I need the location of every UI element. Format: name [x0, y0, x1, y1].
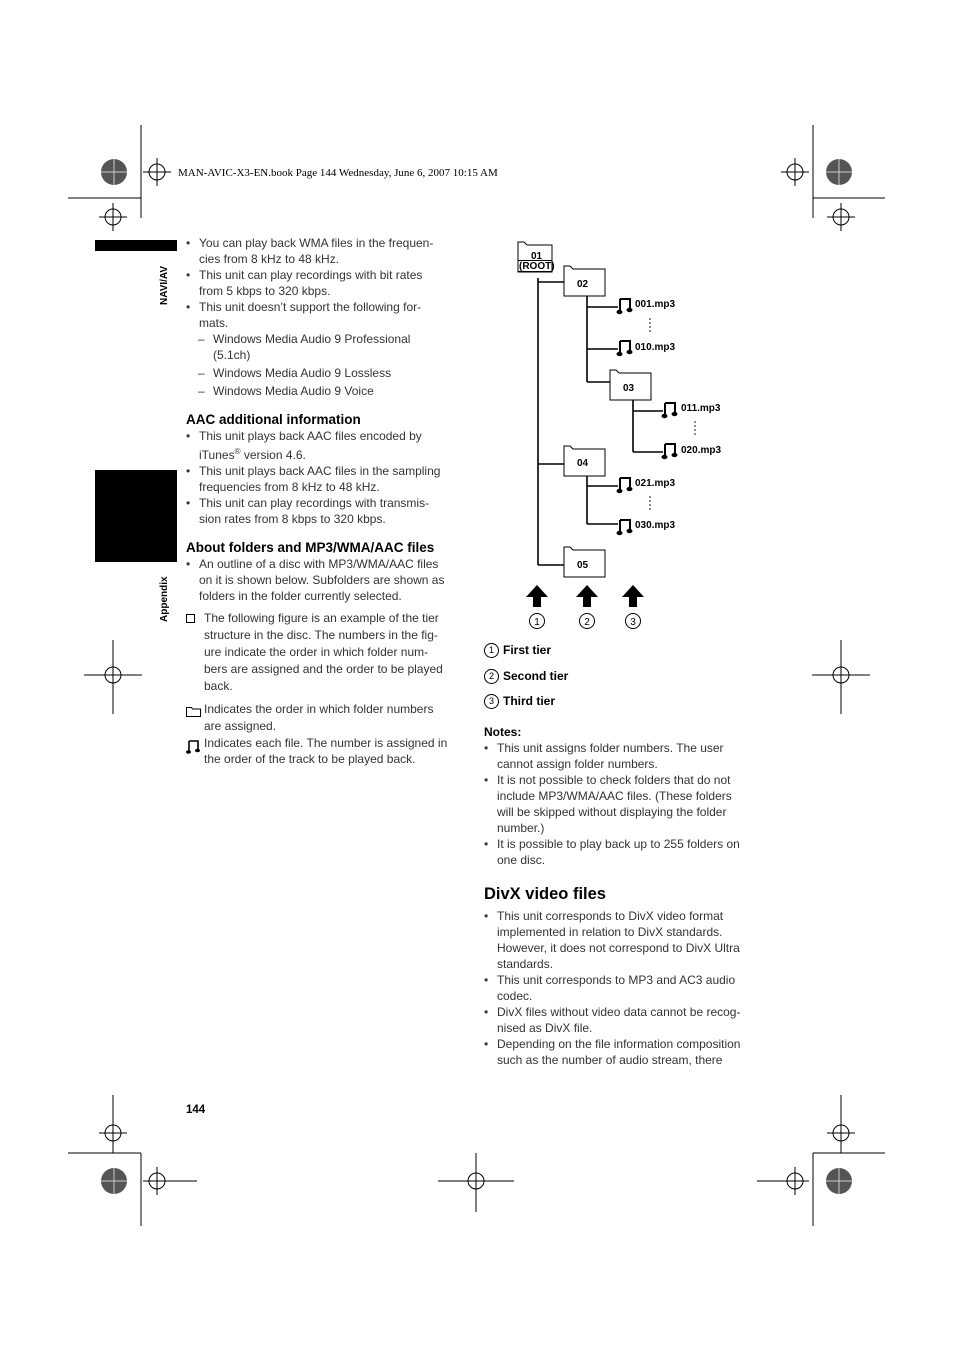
tier-legend-row: 3 Third tier — [484, 693, 764, 709]
folder-label: 04 — [577, 458, 589, 469]
folder-label: 03 — [623, 383, 635, 394]
folder-tree-diagram — [480, 236, 770, 636]
divx-heading: DivX video files — [484, 885, 606, 903]
list-item: – Windows Media Audio 9 Lossless — [186, 365, 466, 381]
root-folder-label: 01 — [531, 251, 543, 262]
list-item: – Windows Media Audio 9 Professional (5.1ch) — [186, 331, 466, 363]
list-item: • An outline of a disc with MP3/WMA/AAC files on it is shown below. Subfolders are shown as folders in the folder currently selected. — [186, 556, 466, 604]
section-tab-bar — [95, 240, 177, 251]
print-header: MAN-AVIC-X3-EN.book Page 144 Wednesday, June 6, 2007 10:15 AM — [178, 167, 498, 179]
folder-legend: Indicates the order in which folder numbers are assigned. — [186, 701, 466, 735]
tier-legend-row: 1 First tier — [484, 642, 764, 658]
file-legend: Indicates each file. The number is assigned in the order of the track to be played back. — [186, 735, 466, 767]
file-label: 001.mp3 — [635, 299, 676, 310]
root-folder-label: (ROOT) — [519, 261, 555, 272]
divx-list — [484, 908, 764, 1068]
list-item: • This unit corresponds to DivX video format implemented in relation to DivX standards. However, it does not correspond to DivX Ultra standards. — [484, 908, 764, 972]
list-item: • This unit plays back AAC files in the sampling frequencies from 8 kHz to 48 kHz. — [186, 463, 466, 495]
file-label: 010.mp3 — [635, 342, 676, 353]
section-tab-block — [95, 470, 177, 562]
list-item: • This unit corresponds to MP3 and AC3 audio codec. — [484, 972, 764, 1004]
side-label-navi-av: NAVI/AV — [159, 265, 170, 305]
aac-list — [186, 428, 466, 527]
wma-list — [186, 235, 466, 399]
folders-list — [186, 556, 466, 604]
list-item: • You can play back WMA files in the frequen- cies from 8 kHz to 48 kHz. — [186, 235, 466, 267]
file-label: 020.mp3 — [681, 445, 722, 456]
page-number: 144 — [186, 1104, 206, 1116]
figure-note: The following figure is an example of the tier structure in the disc. The numbers in the fig- ure indicate the order in which folder num- bers are assigned and the order to be played back. — [186, 610, 466, 695]
folder-label: 02 — [577, 279, 589, 290]
notes-list — [484, 740, 764, 868]
file-label: 021.mp3 — [635, 478, 676, 489]
right-column — [484, 642, 764, 1068]
folder-label: 05 — [577, 560, 589, 571]
notes-heading: Notes: — [484, 725, 522, 739]
list-item: • This unit assigns folder numbers. The user cannot assign folder numbers. — [484, 740, 764, 772]
list-item: • Depending on the file information composition such as the number of audio stream, there — [484, 1036, 764, 1068]
tier-marker: 1 — [534, 617, 540, 628]
list-item: • This unit plays back AAC files encoded by iTunes® version 4.6. — [186, 428, 466, 463]
list-item: • DivX files without video data cannot be recog- nised as DivX file. — [484, 1004, 764, 1036]
list-item: • This unit can play recordings with transmis- sion rates from 8 kbps to 320 kbps. — [186, 495, 466, 527]
tier-marker: 2 — [584, 617, 590, 628]
folder-icon — [186, 705, 202, 717]
list-item: • It is not possible to check folders that do not include MP3/WMA/AAC files. (These folders will be skipped without displaying the folder number.) — [484, 772, 764, 836]
list-item: – Windows Media Audio 9 Voice — [186, 383, 466, 399]
list-item: • It is possible to play back up to 255 folders on one disc. — [484, 836, 764, 868]
tier-legend-row: 2 Second tier — [484, 668, 764, 684]
list-item: • This unit can play recordings with bit rates from 5 kbps to 320 kbps. — [186, 267, 466, 299]
file-label: 030.mp3 — [635, 520, 676, 531]
left-column — [186, 235, 466, 767]
music-note-icon — [186, 738, 200, 754]
side-label-appendix: Appendix — [159, 576, 170, 622]
note-box-icon — [186, 614, 196, 624]
list-item: • This unit doesn’t support the following for- mats. — [186, 299, 466, 331]
folders-heading: About folders and MP3/WMA/AAC files — [186, 540, 435, 555]
file-label: 011.mp3 — [681, 403, 721, 414]
tier-marker: 3 — [630, 617, 636, 628]
aac-heading: AAC additional information — [186, 412, 361, 427]
